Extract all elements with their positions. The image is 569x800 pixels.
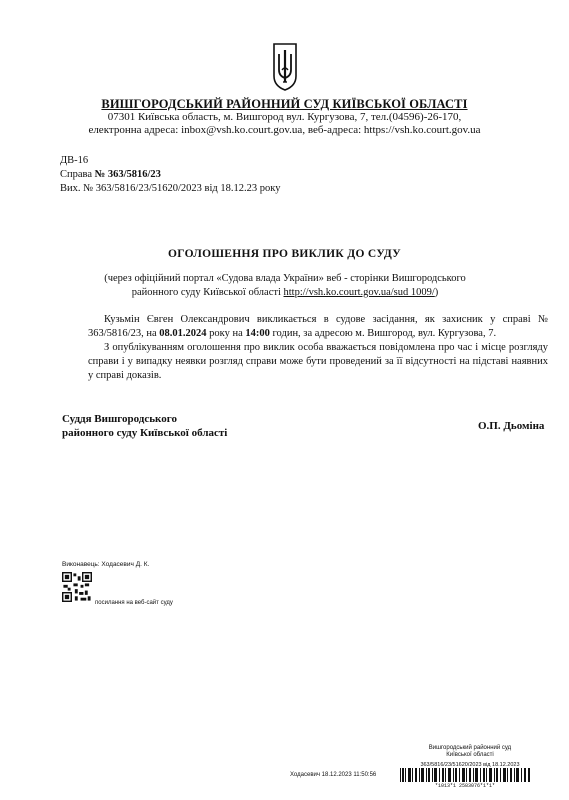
hearing-date: 08.01.2024: [159, 328, 207, 339]
summons-paragraph: Кузьмін Євген Олександрович викликається в судове засідання, як захисник у справі № 363/5816/23, на 08.01.2024 року на 14:00 годин, за адресою м. Вишгород, вул. Кургузова, 7.: [88, 314, 548, 339]
court-contacts: електронна адреса: inbox@vsh.ko.court.gov.ua, веб-адреса: https://vsh.ko.court.gov.ua: [88, 124, 481, 136]
qr-code-icon: [62, 572, 92, 602]
form-code: ДВ-16: [60, 155, 89, 166]
barcode-icon: [400, 768, 530, 782]
consequences-paragraph: З опублікуванням оголошення про виклик особа вважається повідомлена про час і місце розгляду справи і у випадку неявки розгляд справи може бути проведений за її відсутності на підставі наявних у справі доказів.: [88, 342, 548, 381]
notice-body: [88, 313, 548, 383]
judge-title: Суддя Вишгородського районного суду Київської області: [62, 413, 228, 439]
barcode-text: *1013*1 2583076*1*1*: [434, 783, 495, 789]
publication-note: (через офіційний портал «Судова влада України» веб - сторінки Вишгородського районного суду Київської області http://vsh.ko.court.gov.ua/sud 1009/): [104, 273, 466, 298]
case-line: Справа № 363/5816/23: [60, 169, 161, 180]
coat-of-arms-icon: [270, 42, 300, 92]
e-signature-court: Вишгородський районний суд Київської області: [428, 745, 512, 758]
hearing-time: 14:00: [245, 328, 270, 339]
court-website-link[interactable]: http://vsh.ko.court.gov.ua/sud 1009/: [283, 287, 435, 298]
e-signature-number: 363/5816/23/51620/2023 від 18.12.2023: [420, 762, 520, 768]
document-references: [60, 154, 280, 196]
document-title: ОГОЛОШЕННЯ ПРО ВИКЛИК ДО СУДУ: [168, 248, 401, 260]
case-number: № 363/5816/23: [94, 169, 161, 180]
executor-line: Виконавець: Ходасевич Д. К.: [62, 561, 150, 568]
court-name: ВИШГОРОДСЬКИЙ РАЙОННИЙ СУД КИЇВСЬКОЇ ОБЛАСТІ: [101, 97, 468, 111]
e-signature-signed: Ходасевич 18.12.2023 11:50:56: [290, 772, 377, 778]
outgoing-number: Вих. № 363/5816/23/51620/2023 від 18.12.23 року: [60, 183, 281, 194]
qr-caption: посилання на веб-сайт суду: [95, 600, 173, 606]
court-address: 07301 Київська область, м. Вишгород вул. Кургузова, 7, тел.(04596)-26-170,: [107, 111, 462, 123]
judge-name: О.П. Дьоміна: [478, 420, 545, 432]
